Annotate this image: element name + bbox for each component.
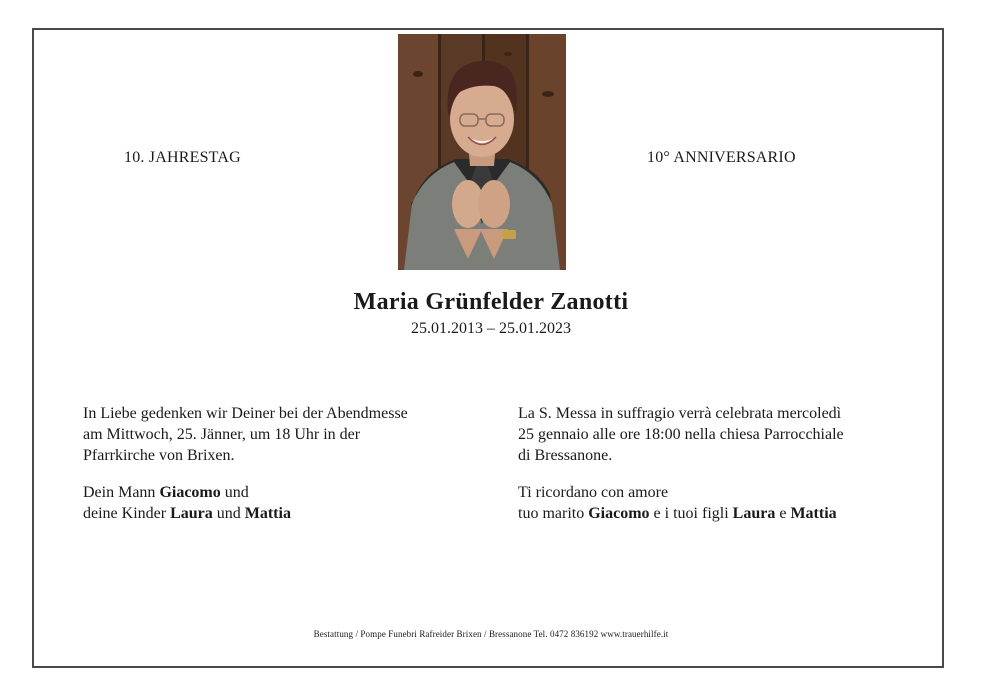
german-signature-1 (83, 482, 473, 503)
italian-sig2-mid: e i tuoi figli (649, 505, 733, 522)
german-signature-2 (83, 503, 473, 524)
husband-name-german: Giacomo (159, 484, 221, 501)
german-sig1-prefix: Dein Mann (83, 484, 160, 501)
husband-name-italian: Giacomo (588, 505, 650, 522)
daughter-name-german: Laura (170, 505, 213, 522)
italian-line-2: 25 gennaio alle ore 18:00 nella chiesa Parrocchiale (518, 426, 844, 443)
italian-signature-2 (518, 503, 938, 524)
memorial-dates: 25.01.2013 – 25.01.2023 (411, 320, 571, 337)
portrait-photo (398, 34, 566, 270)
italian-line-3: di Bressanone. (518, 447, 613, 464)
daughter-name-italian: Laura (732, 505, 776, 522)
italian-sig2-prefix: tuo marito (518, 505, 589, 522)
italian-line-1: La S. Messa in suffragio verrà celebrata mercoledì (518, 405, 842, 422)
son-name-italian: Mattia (790, 505, 837, 522)
son-name-german: Mattia (244, 505, 291, 522)
german-line-2: am Mittwoch, 25. Jänner, um 18 Uhr in der (83, 426, 361, 443)
german-sig2-and: und (212, 505, 245, 522)
italian-text-block (518, 403, 938, 524)
german-line-3: Pfarrkirche von Brixen. (83, 447, 235, 464)
italian-sig2-and: e (775, 505, 791, 522)
german-sig1-suffix: und (220, 484, 249, 501)
german-sig2-prefix: deine Kinder (83, 505, 171, 522)
anniversary-label-german: 10. JAHRESTAG (124, 149, 241, 166)
funeral-home-footer: Bestattung / Pompe Funebri Rafreider Brixen / Bressanone Tel. 0472 836192 www.trauerhilfe.it (313, 629, 669, 639)
anniversary-label-italian: 10° ANNIVERSARIO (647, 149, 796, 166)
german-text-block (83, 403, 473, 524)
italian-signature-1: Ti ricordano con amore (518, 484, 669, 501)
deceased-name: Maria Grünfelder Zanotti (353, 289, 629, 315)
german-line-1: In Liebe gedenken wir Deiner bei der Abendmesse (83, 405, 408, 422)
